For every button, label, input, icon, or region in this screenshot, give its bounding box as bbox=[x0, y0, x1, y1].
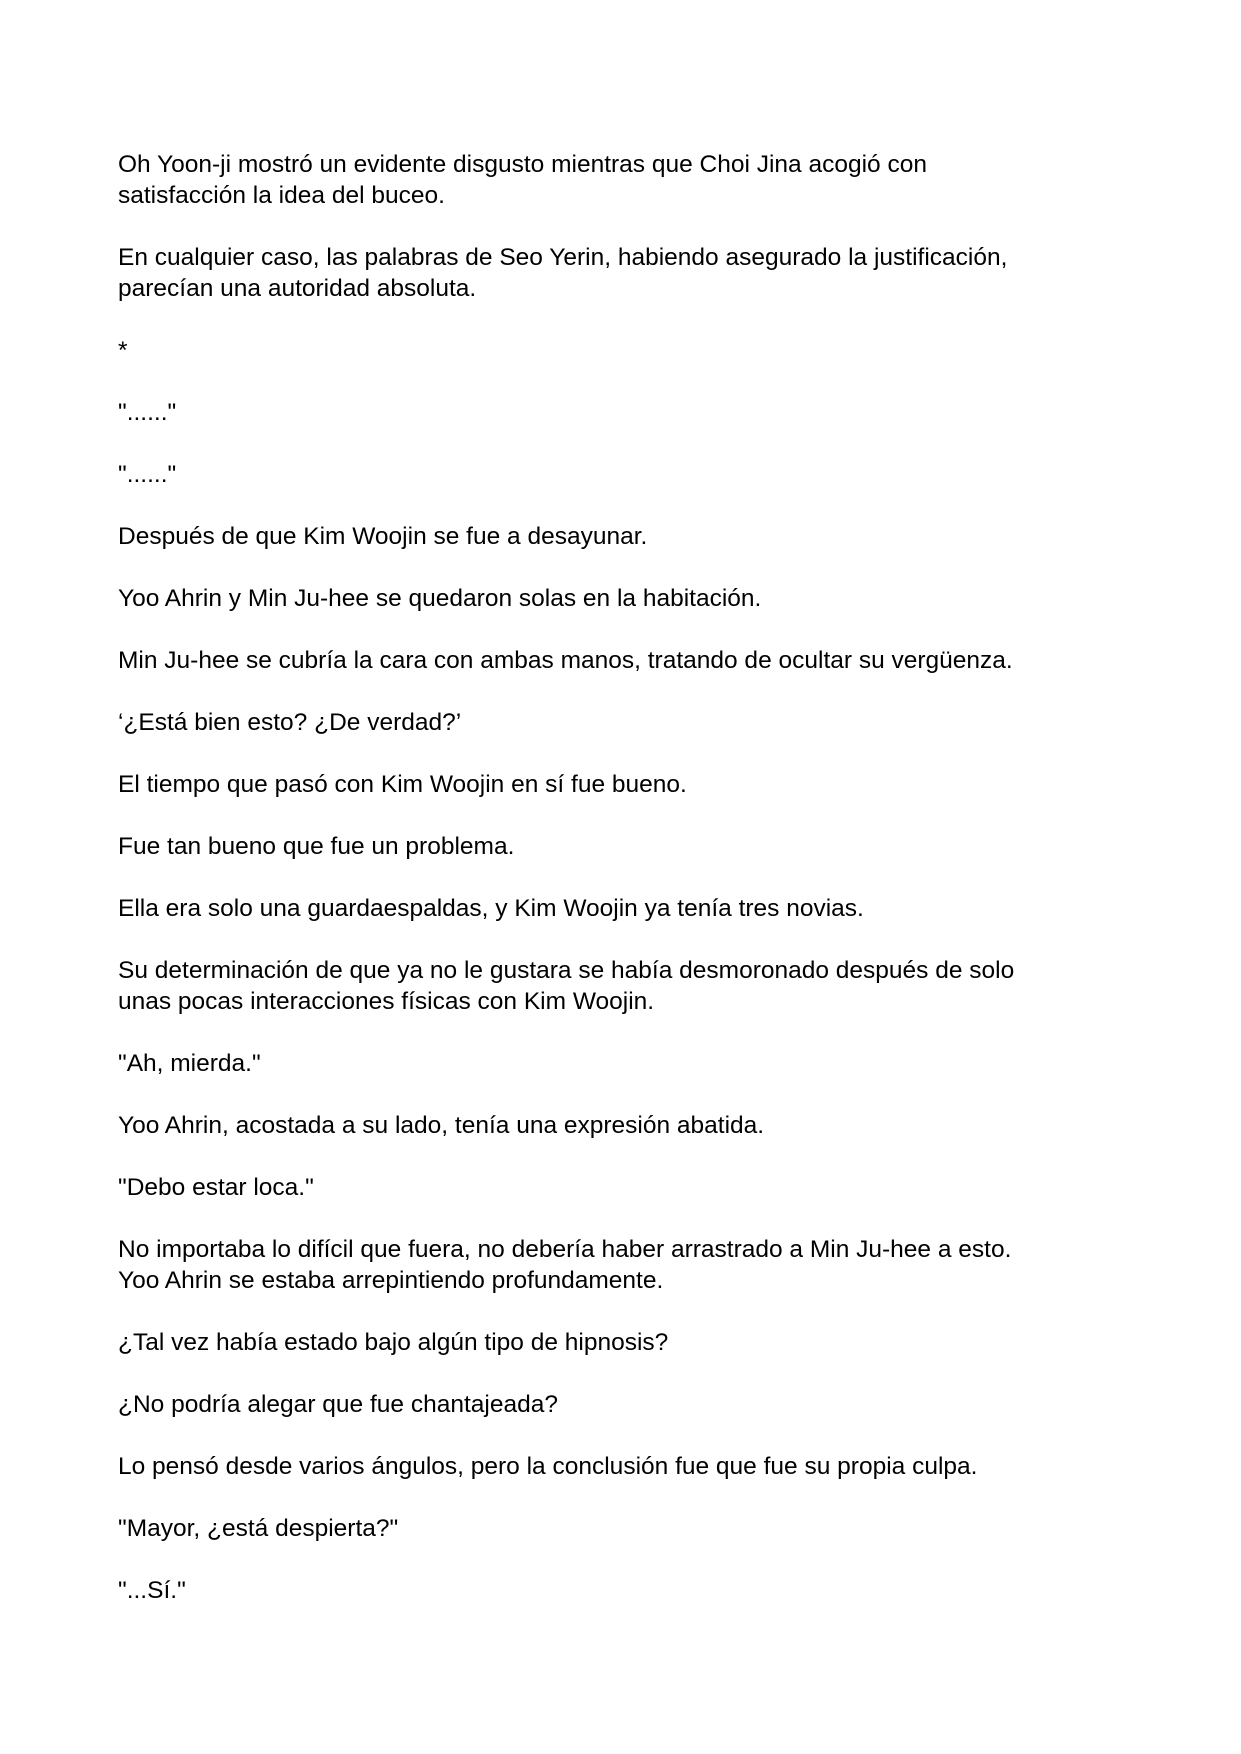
paragraph: ¿Tal vez había estado bajo algún tipo de hipnosis? bbox=[118, 1329, 669, 1356]
paragraph: Oh Yoon-ji mostró un evidente disgusto mientras que Choi Jina acogió con satisfacción la idea del buceo. bbox=[118, 151, 927, 209]
dialogue-line: "......" bbox=[118, 461, 177, 488]
document-body bbox=[118, 149, 1128, 1637]
paragraph: Ella era solo una guardaespaldas, y Kim Woojin ya tenía tres novias. bbox=[118, 895, 864, 922]
dialogue-line: "Mayor, ¿está despierta?" bbox=[118, 1515, 399, 1542]
paragraph: Su determinación de que ya no le gustara se había desmoronado después de solo unas pocas interacciones físicas con Kim Woojin. bbox=[118, 957, 1015, 1015]
paragraph: Min Ju-hee se cubría la cara con ambas manos, tratando de ocultar su vergüenza. bbox=[118, 647, 1013, 674]
paragraph: ¿No podría alegar que fue chantajeada? bbox=[118, 1391, 558, 1418]
paragraph: Yoo Ahrin, acostada a su lado, tenía una expresión abatida. bbox=[118, 1112, 765, 1139]
dialogue-line: "...Sí." bbox=[118, 1577, 186, 1604]
dialogue-line: "Debo estar loca." bbox=[118, 1174, 314, 1201]
dialogue-line: "......" bbox=[118, 399, 177, 426]
paragraph: Yoo Ahrin y Min Ju-hee se quedaron solas en la habitación. bbox=[118, 585, 762, 612]
paragraph: No importaba lo difícil que fuera, no debería haber arrastrado a Min Ju-hee a esto. Yoo Ahrin se estaba arrepintiendo profundamente. bbox=[118, 1236, 1012, 1294]
paragraph: El tiempo que pasó con Kim Woojin en sí fue bueno. bbox=[118, 771, 687, 798]
paragraph: Lo pensó desde varios ángulos, pero la conclusión fue que fue su propia culpa. bbox=[118, 1453, 978, 1480]
scene-break: * bbox=[118, 337, 128, 364]
thought-line: ‘¿Está bien esto? ¿De verdad?’ bbox=[118, 709, 462, 736]
paragraph: Después de que Kim Woojin se fue a desayunar. bbox=[118, 523, 648, 550]
paragraph: En cualquier caso, las palabras de Seo Yerin, habiendo asegurado la justificación, parecían una autoridad absoluta. bbox=[118, 244, 1008, 302]
paragraph: Fue tan bueno que fue un problema. bbox=[118, 833, 515, 860]
dialogue-line: "Ah, mierda." bbox=[118, 1050, 261, 1077]
